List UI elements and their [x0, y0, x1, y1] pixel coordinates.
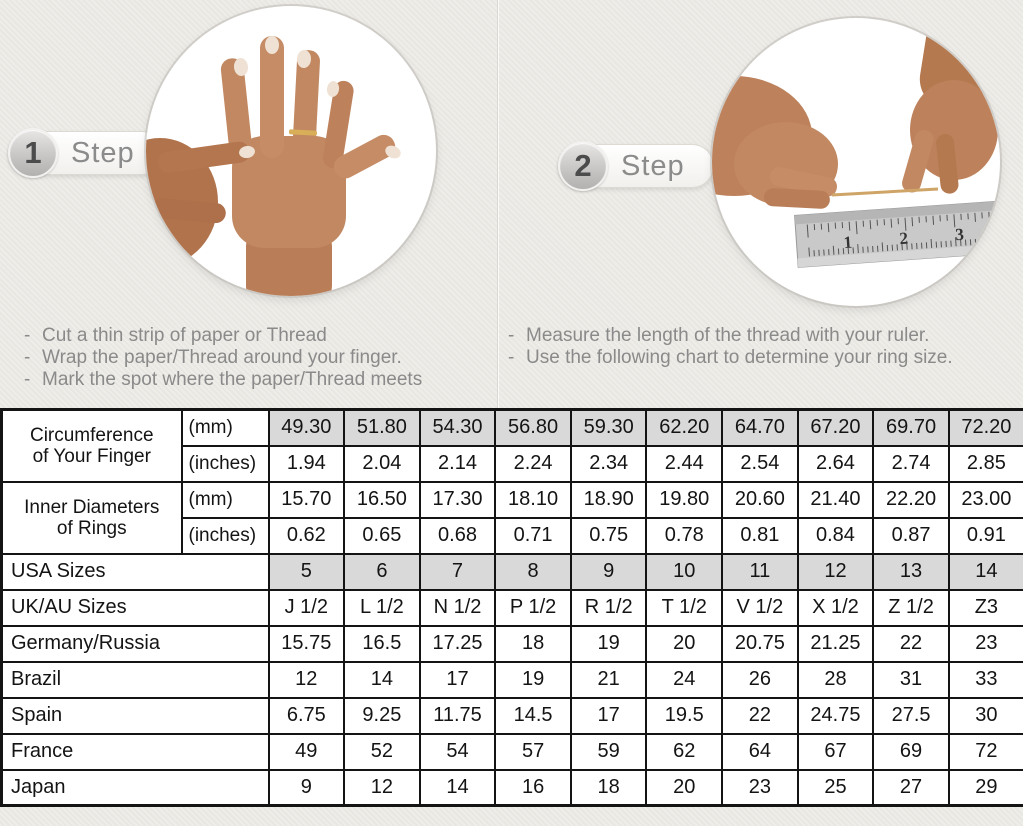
table-cell: 20.75	[722, 626, 798, 662]
table-cell: L 1/2	[344, 590, 420, 626]
table-cell: 30	[949, 698, 1023, 734]
table-cell: 56.80	[495, 410, 571, 446]
ruler-number: 1	[842, 232, 853, 253]
table-cell: 2.14	[420, 446, 496, 482]
table-cell: 72	[949, 734, 1023, 770]
instruction-text: Use the following chart to determine your ring size.	[526, 347, 953, 368]
table-cell: 0.62	[269, 518, 345, 554]
table-cell: 0.65	[344, 518, 420, 554]
unit-label: (mm)	[182, 410, 269, 446]
size-system-label: Germany/Russia	[2, 626, 269, 662]
table-cell: 16.50	[344, 482, 420, 518]
table-row	[2, 662, 1023, 698]
table-cell: 0.75	[571, 518, 647, 554]
table-row	[2, 410, 1023, 446]
table-cell: 57	[495, 734, 571, 770]
table-cell: R 1/2	[571, 590, 647, 626]
table-cell: 15.75	[269, 626, 345, 662]
table-cell: 67.20	[798, 410, 874, 446]
table-cell: X 1/2	[798, 590, 874, 626]
table-cell: 28	[798, 662, 874, 698]
table-cell: 14	[949, 554, 1023, 590]
row-group-label-line: Inner Diameters	[24, 496, 160, 518]
table-cell: 18	[495, 626, 571, 662]
hand-photo-icon	[146, 6, 436, 296]
table-cell: 14	[344, 662, 420, 698]
table-cell: 11	[722, 554, 798, 590]
table-cell: 8	[495, 554, 571, 590]
table-row	[2, 554, 1023, 590]
table-cell: 0.91	[949, 518, 1023, 554]
table-cell: 2.34	[571, 446, 647, 482]
table-cell: 67	[798, 734, 874, 770]
unit-label: (inches)	[182, 446, 269, 482]
ring-size-table	[0, 408, 1023, 807]
table-cell: Z 1/2	[873, 590, 949, 626]
step1-instructions	[24, 325, 422, 391]
table-cell: 7	[420, 554, 496, 590]
table-cell: 2.64	[798, 446, 874, 482]
instruction-text: Mark the spot where the paper/Thread meets	[42, 369, 423, 390]
table-cell: 16	[495, 770, 571, 806]
table-cell: 29	[949, 770, 1023, 806]
table-cell: 21	[571, 662, 647, 698]
table-cell: 9	[269, 770, 345, 806]
ruler-photo-icon	[712, 18, 1000, 306]
table-cell: 0.71	[495, 518, 571, 554]
table-cell: 24	[646, 662, 722, 698]
step2-instructions	[508, 325, 953, 369]
instruction-line: - Cut a thin strip of paper or Thread	[24, 325, 327, 346]
instruction-line: - Mark the spot where the paper/Thread meets	[24, 369, 423, 390]
table-cell: T 1/2	[646, 590, 722, 626]
table-cell: 18.90	[571, 482, 647, 518]
table-cell: V 1/2	[722, 590, 798, 626]
table-row	[2, 482, 1023, 518]
table-cell: 0.84	[798, 518, 874, 554]
instruction-line: - Measure the length of the thread with your ruler.	[508, 325, 930, 346]
table-cell: 19	[571, 626, 647, 662]
table-cell: 69.70	[873, 410, 949, 446]
table-cell: 14.5	[495, 698, 571, 734]
ruler-icon	[795, 201, 1000, 268]
table-cell: 2.54	[722, 446, 798, 482]
table-cell: 2.74	[873, 446, 949, 482]
section-divider	[497, 0, 498, 408]
table-cell: 13	[873, 554, 949, 590]
table-cell: 27.5	[873, 698, 949, 734]
row-group-label	[2, 482, 182, 554]
table-cell: 21.40	[798, 482, 874, 518]
table-cell: 22	[722, 698, 798, 734]
ruler-number: 2	[898, 228, 909, 249]
table-cell: 16.5	[344, 626, 420, 662]
table-cell: 9.25	[344, 698, 420, 734]
table-cell: 17	[420, 662, 496, 698]
conversion-table-section	[0, 408, 1023, 807]
table-cell: 62.20	[646, 410, 722, 446]
step2-number-badge: 2	[558, 141, 608, 191]
table-row	[2, 698, 1023, 734]
table-cell: 17	[571, 698, 647, 734]
size-system-label: Spain	[2, 698, 269, 734]
table-cell: 0.68	[420, 518, 496, 554]
table-cell: 2.85	[949, 446, 1023, 482]
step2-label: Step	[621, 149, 685, 182]
table-cell: J 1/2	[269, 590, 345, 626]
table-cell: 59.30	[571, 410, 647, 446]
table-cell: 9	[571, 554, 647, 590]
table-cell: 23	[722, 770, 798, 806]
table-row	[2, 590, 1023, 626]
row-group-label-line: of Rings	[56, 517, 127, 539]
table-cell: 1.94	[269, 446, 345, 482]
table-cell: 54.30	[420, 410, 496, 446]
table-cell: P 1/2	[495, 590, 571, 626]
instruction-text: Wrap the paper/Thread around your finger.	[42, 347, 402, 368]
table-cell: 6	[344, 554, 420, 590]
step1-photo	[146, 6, 436, 296]
table-cell: 62	[646, 734, 722, 770]
steps-section	[0, 0, 1023, 408]
table-cell: 17.25	[420, 626, 496, 662]
table-cell: 17.30	[420, 482, 496, 518]
table-cell: 19.80	[646, 482, 722, 518]
table-cell: 24.75	[798, 698, 874, 734]
step2-badge	[558, 144, 714, 188]
table-cell: 0.87	[873, 518, 949, 554]
table-cell: 64	[722, 734, 798, 770]
table-row	[2, 770, 1023, 806]
table-cell: 20	[646, 770, 722, 806]
table-cell: 5	[269, 554, 345, 590]
table-cell: 2.24	[495, 446, 571, 482]
step1-badge	[8, 131, 164, 175]
table-cell: 2.04	[344, 446, 420, 482]
table-cell: 12	[798, 554, 874, 590]
ruler-number: 3	[954, 224, 965, 245]
table-cell: 54	[420, 734, 496, 770]
thread-icon	[832, 189, 938, 195]
unit-label: (mm)	[182, 482, 269, 518]
step1-label: Step	[71, 136, 135, 169]
table-cell: 2.44	[646, 446, 722, 482]
table-cell: 20	[646, 626, 722, 662]
table-row	[2, 734, 1023, 770]
table-cell: N 1/2	[420, 590, 496, 626]
table-cell: 19	[495, 662, 571, 698]
size-system-label: Japan	[2, 770, 269, 806]
table-cell: 72.20	[949, 410, 1023, 446]
table-cell: 52	[344, 734, 420, 770]
table-cell: 10	[646, 554, 722, 590]
instruction-text: Cut a thin strip of paper or Thread	[42, 325, 327, 346]
table-cell: 19.5	[646, 698, 722, 734]
table-row	[2, 626, 1023, 662]
row-group-label-line: Circumference	[29, 424, 154, 446]
size-system-label: Brazil	[2, 662, 269, 698]
table-cell: 22	[873, 626, 949, 662]
table-cell: 33	[949, 662, 1023, 698]
table-cell: 18	[571, 770, 647, 806]
table-cell: 26	[722, 662, 798, 698]
table-cell: 0.78	[646, 518, 722, 554]
table-cell: 12	[344, 770, 420, 806]
table-cell: 31	[873, 662, 949, 698]
table-cell: 51.80	[344, 410, 420, 446]
table-cell: 20.60	[722, 482, 798, 518]
table-cell: 6.75	[269, 698, 345, 734]
table-cell: 11.75	[420, 698, 496, 734]
table-cell: 49	[269, 734, 345, 770]
table-cell: 64.70	[722, 410, 798, 446]
instruction-line: - Use the following chart to determine your ring size.	[508, 347, 953, 368]
instruction-text: Measure the length of the thread with your ruler.	[526, 325, 930, 346]
unit-label: (inches)	[182, 518, 269, 554]
table-cell: 59	[571, 734, 647, 770]
step1-number-badge: 1	[8, 128, 58, 178]
size-system-label: USA Sizes	[2, 554, 269, 590]
table-cell: 23	[949, 626, 1023, 662]
size-system-label: UK/AU Sizes	[2, 590, 269, 626]
instruction-line: - Wrap the paper/Thread around your finger.	[24, 347, 402, 368]
row-group-label-line: of Your Finger	[32, 445, 151, 467]
step2-photo	[712, 18, 1000, 306]
table-cell: 21.25	[798, 626, 874, 662]
table-cell: 12	[269, 662, 345, 698]
size-system-label: France	[2, 734, 269, 770]
row-group-label	[2, 410, 182, 482]
table-cell: 69	[873, 734, 949, 770]
table-cell: 23.00	[949, 482, 1023, 518]
table-cell: 22.20	[873, 482, 949, 518]
table-cell: Z3	[949, 590, 1023, 626]
table-cell: 0.81	[722, 518, 798, 554]
table-cell: 15.70	[269, 482, 345, 518]
table-cell: 18.10	[495, 482, 571, 518]
table-cell: 27	[873, 770, 949, 806]
table-cell: 25	[798, 770, 874, 806]
table-cell: 14	[420, 770, 496, 806]
table-cell: 49.30	[269, 410, 345, 446]
